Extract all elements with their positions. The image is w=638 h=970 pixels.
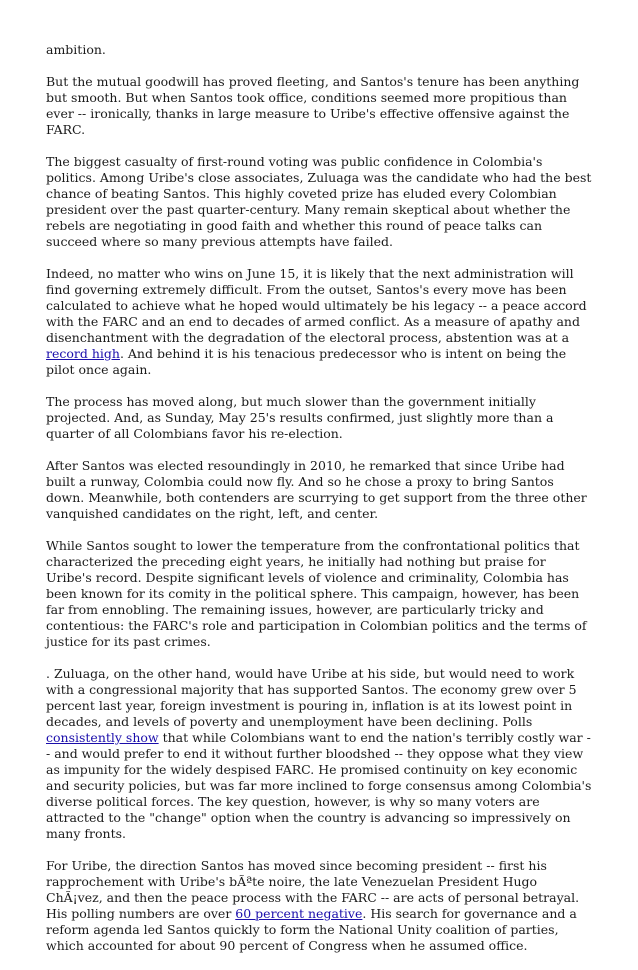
paragraph-2010-election: After Santos was elected resoundingly in 2010, he remarked that since Uribe had built a runway, Colombia could now fly. And so he chose a proxy to bring Santos down. Meanwhile, both contenders are scurrying to get support from the three other vanquished candidates on the right, left, and center. [46,458,587,521]
paragraph-zuluaga [46,666,594,842]
consistently-show-link[interactable]: consistently show [46,730,159,745]
paragraph-goodwill: But the mutual goodwill has proved fleeting, and Santos's tenure has been anything but smooth. But when Santos took office, conditions seemed more propitious than ever -- ironically, thanks in large measure to Uribe's effective offensive against the FARC. [46,74,580,137]
paragraph-process: The process has moved along, but much slower than the government initially projected. And, as Sunday, May 25's results confirmed, just slightly more than a quarter of all Colombians favor his re-election. [46,394,554,441]
paragraph-text: . His search for governance and a reform agenda led Santos quickly to form the National Unity coalition of parties, which accounted for about 90 percent of Congress when he assumed office. [46,906,577,953]
paragraph-temperature: While Santos sought to lower the temperature from the confrontational politics that characterized the preceding eight years, he initially had nothing but praise for Uribe's record. Despite significant levels of violence and criminality, Colombia has been known for its comity in the political sphere. This campaign, however, has been far from ennobling. The remaining issues, however, are particularly tricky and contentious: the FARC's role and participation in Colombian politics and the terms of justice for its past crimes. [46,538,587,649]
record-high-link[interactable]: record high [46,346,120,361]
article-body [46,42,594,970]
paragraph-uribe-betrayal [46,858,594,954]
paragraph-text: Indeed, no matter who wins on June 15, it is likely that the next administration will find governing extremely difficult. From the outset, Santos's every move has been calculated to achieve what he hoped would ultimately be his legacy -- a peace accord with the FARC and an end to decades of armed conflict. As a measure of apathy and disenchantment with the degradation of the electoral process, abstention was at a [46,266,587,345]
paragraph-text: For Uribe, the direction Santos has moved since becoming president -- first his rapprochement with Uribe's bÃªte noire, the late Venezuelan President Hugo ChÃ¡vez, and then the peace process with the FARC -- are acts of personal betrayal. His polling numbers are over [46,858,580,921]
sixty-percent-negative-link[interactable]: 60 percent negative [235,906,363,921]
paragraph-text: that while Colombians want to end the nation's terribly costly war -- and would prefer to end it without further bloodshed -- they oppose what they view as impunity for the widely despised FARC. He promised continuity on key economic and security policies, but was far more inclined to forge consensus among Colombia's diverse political forces. The key question, however, is why so many voters are attracted to the "change" option when the country is advancing so impressively on many fronts. [46,730,592,841]
paragraph-first-round: The biggest casualty of first-round voting was public confidence in Colombia's politics. Among Uribe's close associates, Zuluaga was the candidate who had the best chance of beating Santos. This highly coveted prize has eluded every Colombian president over the past quarter-century. Many remain skeptical about whether the rebels are negotiating in good faith and whether this round of peace talks can succeed where so many previous attempts have failed. [46,154,592,249]
paragraph-text: . Zuluaga, on the other hand, would have Uribe at his side, but would need to work with a congressional majority that has supported Santos. The economy grew over 5 percent last year, foreign investment is pouring in, inflation is at its lowest point in decades, and levels of poverty and unemployment have been declining. Polls [46,666,577,729]
paragraph-continuation: ambition. [46,42,106,57]
paragraph-text: . And behind it is his tenacious predecessor who is intent on being the pilot once again. [46,346,567,377]
paragraph-governing [46,266,594,378]
